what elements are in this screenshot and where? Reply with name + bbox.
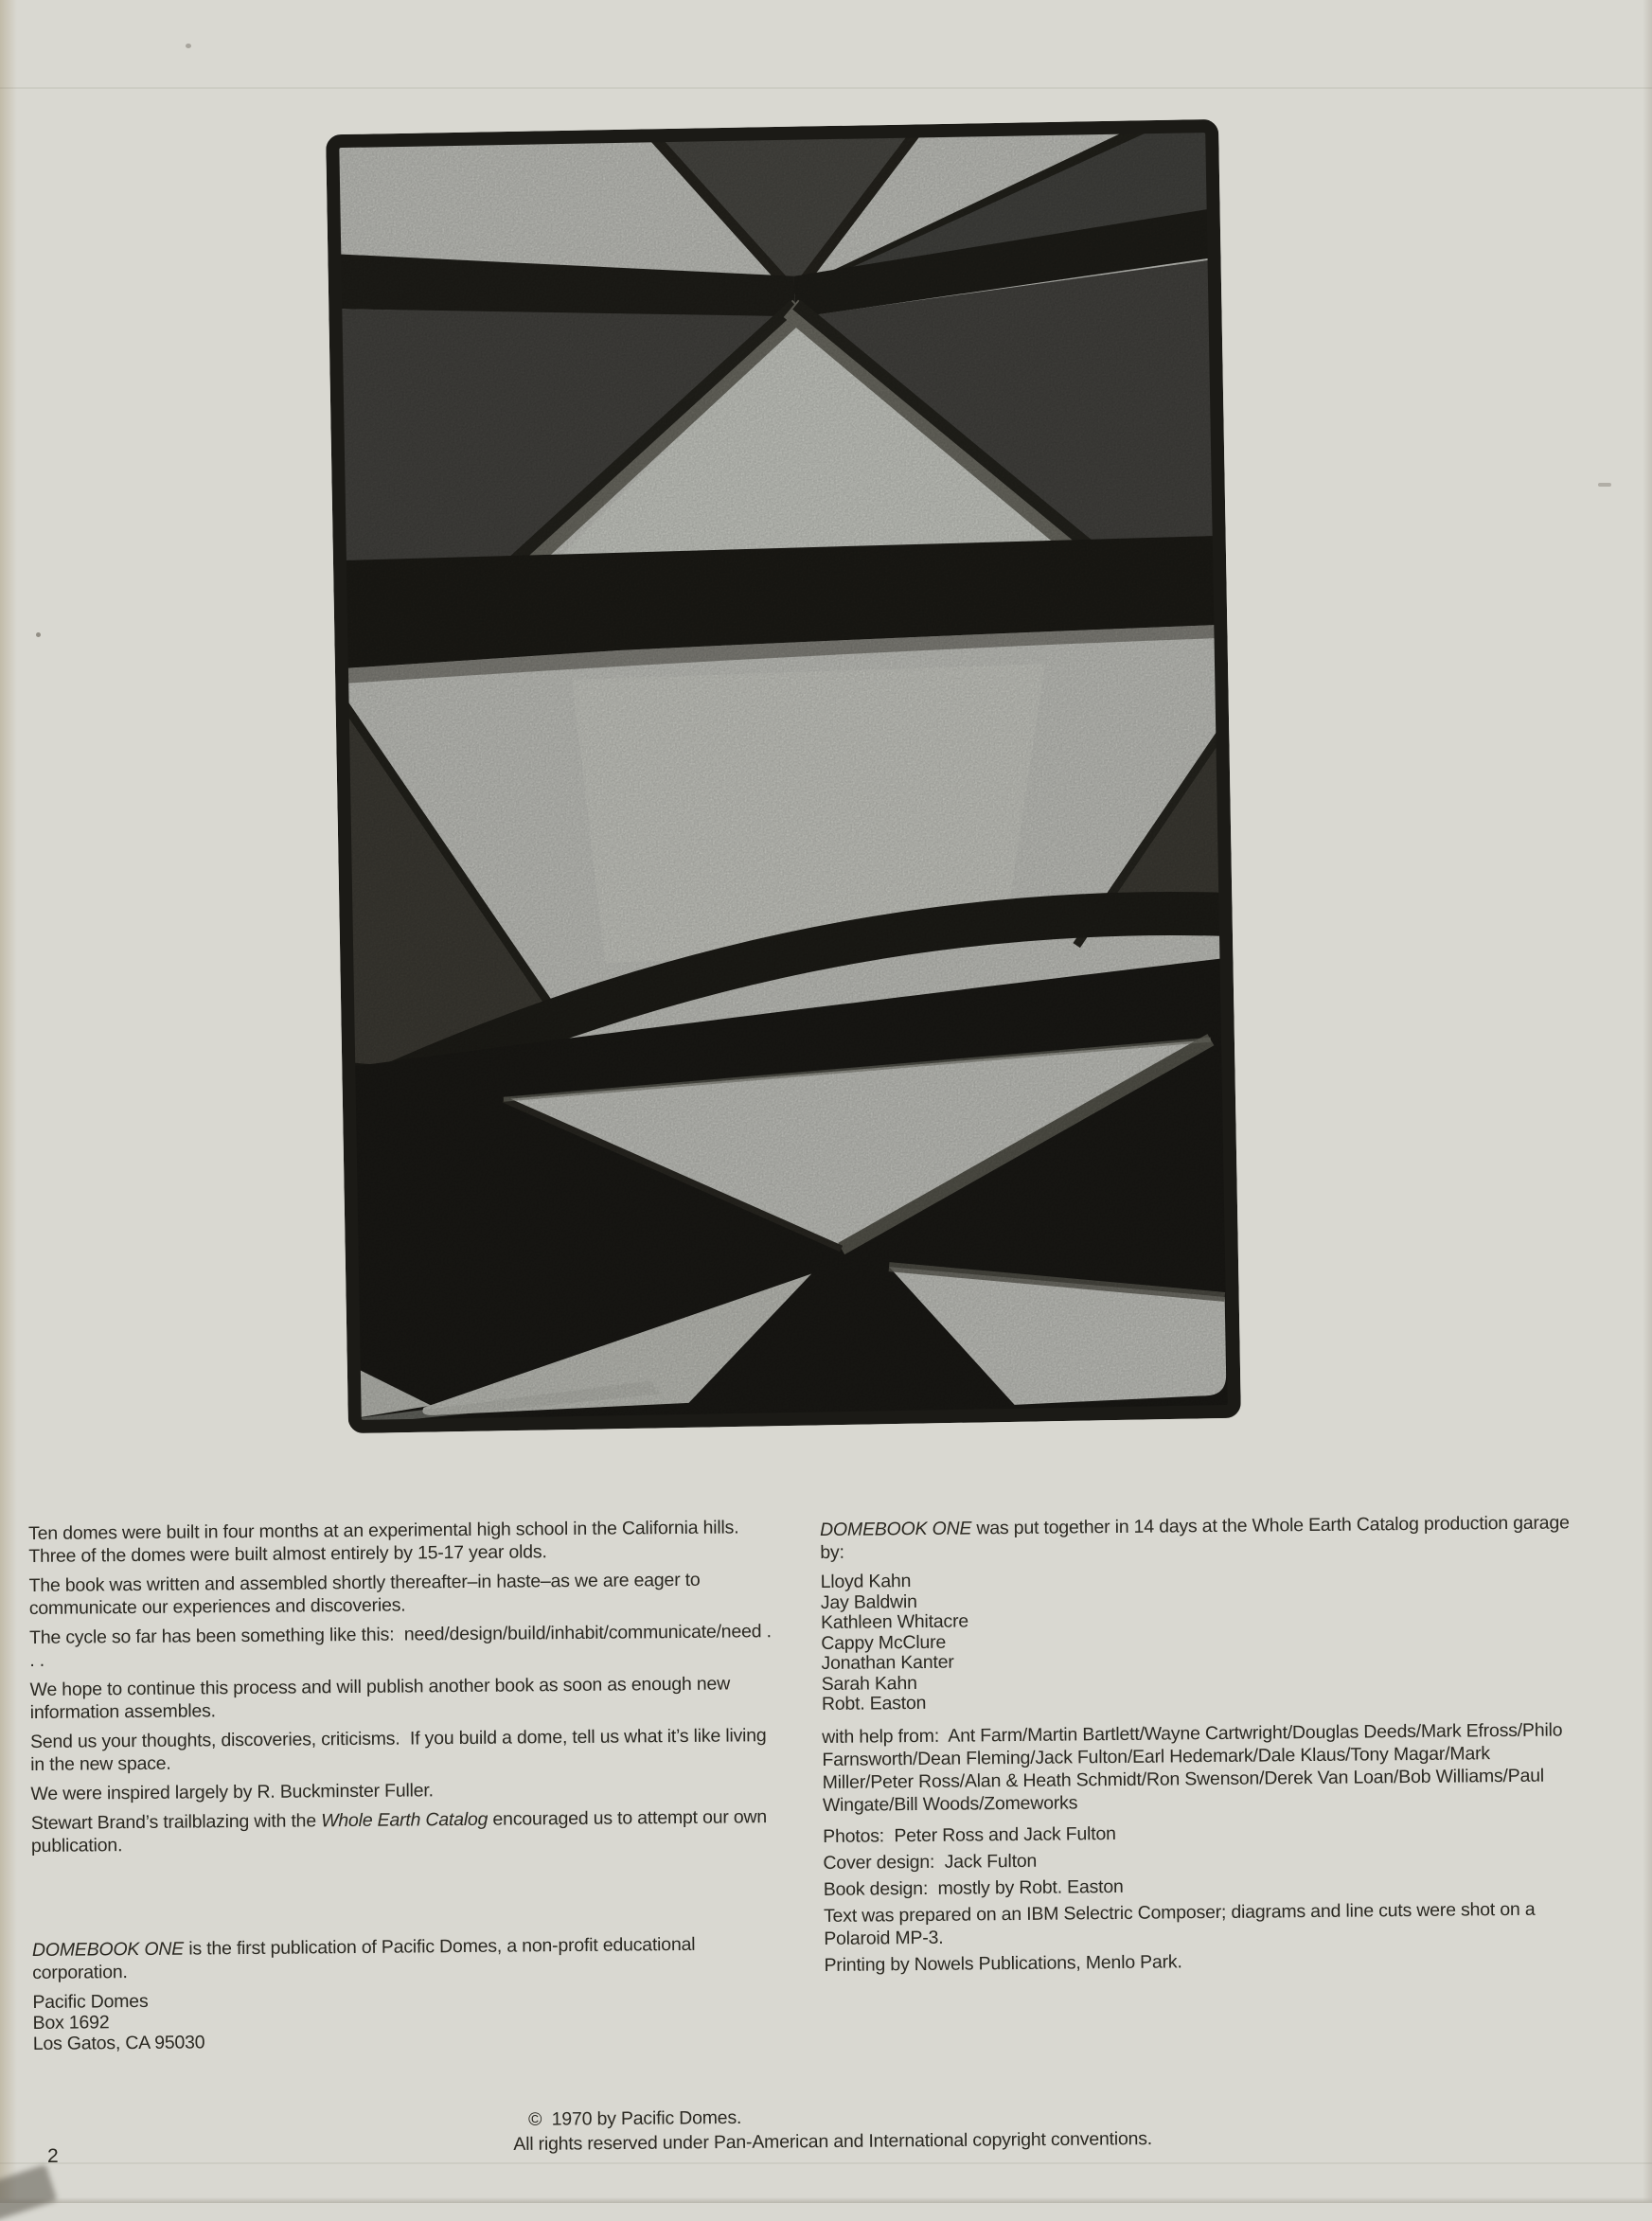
paragraph-text: We were inspired largely by R. Buckminster Fuller. <box>30 1780 433 1804</box>
page-left-edge-shading <box>0 0 17 2203</box>
paragraph-text: Ten domes were built in four months at an experimental high school in the California hills. Three of the domes were built almost entirely by 15-17 year olds. <box>28 1517 749 1567</box>
page-right-edge-shading <box>1643 0 1652 2203</box>
paragraph-text: encouraged us to attempt our own publication. <box>31 1806 772 1857</box>
book-title: DOMEBOOK ONE <box>820 1518 971 1540</box>
contributor-name: Robt. Easton <box>822 1687 1585 1715</box>
paragraph <box>28 1516 778 1568</box>
contributor-name-list <box>821 1565 1585 1715</box>
production-intro <box>820 1511 1583 1564</box>
contributor-name: Jay Baldwin <box>821 1586 1584 1613</box>
publisher-address <box>32 1985 783 2054</box>
credit-line-typesetting: Text was prepared on an IBM Selectric Composer; diagrams and line cuts were shot on a Polaroid MP-3. <box>824 1897 1587 1950</box>
paragraph <box>28 1568 778 1620</box>
contributor-name: Lloyd Kahn <box>821 1565 1584 1592</box>
paragraph-italic: Whole Earth Catalog <box>321 1809 488 1832</box>
copyright-line: © 1970 by Pacific Domes. <box>513 2102 1152 2132</box>
contributor-name: Sarah Kahn <box>822 1667 1585 1695</box>
right-text-column <box>820 1511 1588 1980</box>
page-bottom-edge-shading <box>0 2197 1652 2203</box>
book-title: DOMEBOOK ONE <box>32 1939 184 1961</box>
paragraph <box>29 1672 779 1724</box>
helpers-paragraph: with help from: Ant Farm/Martin Bartlett/Wayne Cartwright/Douglas Deeds/Mark Efross/Philo Farnsworth/Dean Fleming/Jack Fulton/Earl Hedemark/Dale Klaus/Tony Magar/Mark Miller/Peter Ross/Alan & Heath Schmidt/Ron Swenson/Derek Van Loan/Bob Williams/Paul Wingate/Bill Woods/Zomeworks <box>822 1718 1586 1817</box>
publisher-note-text: is the first publication of Pacific Domes, a non-profit educational corporation. <box>32 1934 701 1983</box>
left-text-column <box>28 1516 783 2054</box>
paragraph-text: Send us your thoughts, discoveries, criticisms. If you build a dome, tell us what it’s like living in the new space. <box>30 1725 772 1775</box>
address-line: Pacific Domes <box>32 1985 782 2013</box>
contributor-name: Jonathan Kanter <box>821 1646 1584 1674</box>
dome-interior-photograph <box>326 119 1241 1433</box>
paragraph-text: The book was written and assembled shortly thereafter–in haste–as we are eager to communicate our experiences and discoveries. <box>28 1570 704 1619</box>
paragraph <box>30 1724 780 1776</box>
paragraph-text: The cycle so far has been something like this: need/design/build/inhabit/communicate/need . . . <box>29 1621 776 1671</box>
contributor-name: Kathleen Whitacre <box>821 1606 1584 1633</box>
production-intro-text: was put together in 14 days at the Whole Earth Catalog production garage by: <box>820 1512 1574 1563</box>
rights-line: All rights reserved under Pan-American and International copyright conventions. <box>513 2126 1152 2157</box>
paper-speck <box>1598 483 1611 487</box>
paper-crease-bottom <box>0 2162 1652 2164</box>
paper-crease-top <box>0 87 1652 89</box>
address-line: Los Gatos, CA 95030 <box>33 2027 783 2054</box>
contributor-name: Cappy McClure <box>821 1626 1584 1654</box>
paragraph <box>29 1620 779 1672</box>
paper-speck <box>186 44 191 48</box>
credit-line-book-design: Book design: mostly by Robt. Easton <box>824 1871 1587 1901</box>
paragraph-text: Stewart Brand’s trailblazing with the <box>31 1810 322 1834</box>
credit-line-photos: Photos: Peter Ross and Jack Fulton <box>823 1818 1586 1848</box>
credits-list <box>823 1818 1587 1977</box>
paper-speck <box>36 632 41 637</box>
page-number: 2 <box>47 2145 59 2168</box>
paragraph-text: We hope to continue this process and will publish another book as soon as enough new information assembles. <box>29 1673 735 1722</box>
dome-photo-graphic <box>326 119 1241 1433</box>
publisher-note <box>32 1932 782 1984</box>
paragraph <box>30 1776 780 1805</box>
copyright-notice <box>513 2102 1152 2157</box>
address-line: Box 1692 <box>33 2006 783 2034</box>
paragraph <box>31 1805 781 1857</box>
credit-line-cover-design: Cover design: Jack Fulton <box>823 1844 1586 1875</box>
credit-line-printing: Printing by Nowels Publications, Menlo Park. <box>824 1946 1587 1977</box>
